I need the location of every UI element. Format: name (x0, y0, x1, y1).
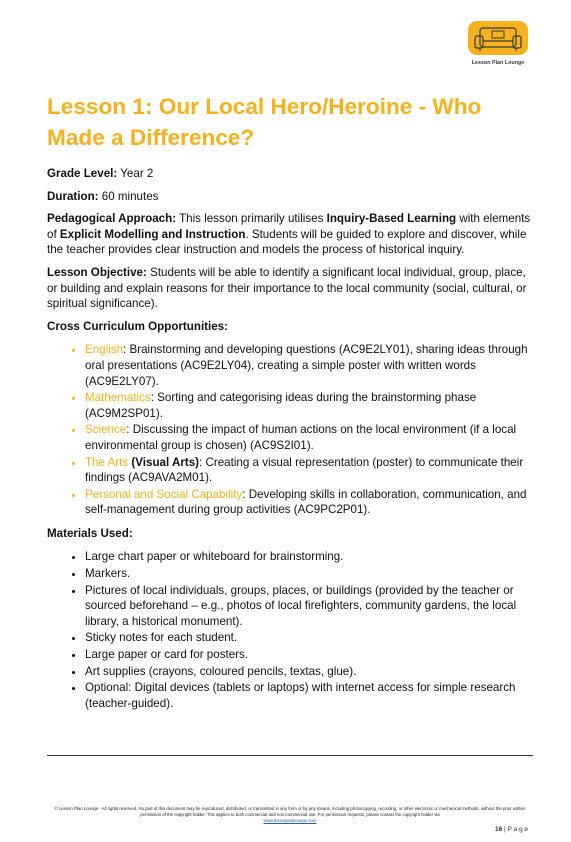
lesson-objective: Lesson Objective: Students will be able to identify a significant local individual, group, place, or building and explain reasons for their importance to the local community (social, cultural, or spiritual significance). (47, 265, 527, 311)
website-link[interactable]: www.lessonplanlounge.com (263, 818, 317, 824)
page-number: 16 | P a g e (494, 826, 528, 833)
cross-curriculum-list (47, 342, 531, 518)
copyright-text: © Lesson Plan Lounge - All rights reserved. No part of this document may be reproduced, distributed, or transmitted in any form or by any means, including photocopying, recording, or other electronic or mechanical methods, without the prior written permission of the copyright holder. This applies to both commercial and non-commercial use. For permission requests, please contact the copyright holder via (54, 806, 526, 818)
logo-text: Lesson Plan Lounge (471, 60, 525, 66)
materials-heading: Materials Used: (47, 526, 133, 540)
list-item: • Optional: Digital devices (tablets or laptops) with internet access for simple research (teacher-guided). (85, 680, 531, 711)
list-item: • Mathematics: Sorting and categorising ideas during the brainstorming phase (AC9M2SP01). (85, 390, 531, 421)
footer-divider (47, 755, 533, 756)
list-item: • Personal and Social Capability: Developing skills in collaboration, communication, and self-management during group activities (AC9PC2P01). (85, 487, 531, 518)
duration: Duration: 60 minutes (47, 189, 159, 203)
sofa-logo-icon (466, 19, 530, 59)
lesson-content (47, 166, 531, 719)
copyright-footer (47, 806, 533, 825)
list-item: • Art supplies (crayons, coloured pencils, textas, glue). (85, 664, 531, 680)
materials-list (47, 549, 531, 711)
list-item: • English: Brainstorming and developing questions (AC9E2LY01), sharing ideas through oral presentations (AC9E2LY04), creating a simple poster with written words (AC9E2LY07). (85, 342, 531, 389)
page-title: Lesson 1: Our Local Hero/Heroine - Who Made a Difference? (47, 94, 482, 150)
list-item: • Large chart paper or whiteboard for brainstorming. (85, 549, 531, 565)
list-item: • The Arts (Visual Arts): Creating a visual representation (poster) to communicate their findings (AC9AVA2M01). (85, 455, 531, 486)
cross-curriculum-heading: Cross Curriculum Opportunities: (47, 319, 229, 333)
list-item: • Large paper or card for posters. (85, 647, 531, 663)
list-item: • Sticky notes for each student. (85, 630, 531, 646)
list-item: • Markers. (85, 566, 531, 582)
list-item: • Science: Discussing the impact of human actions on the local environment (if a local environmental group is chosen) (AC9S2I01). (85, 422, 531, 453)
list-item: • Pictures of local individuals, groups, places, or buildings (provided by the teacher or sourced beforehand – e.g., photos of local firefighters, community gardens, the local library, a historical monument). (85, 583, 531, 630)
pedagogical-approach: Pedagogical Approach: This lesson primarily utilises Inquiry-Based Learning with elements of Explicit Modelling and Instruction. Students will be guided to explore and discover, while the teacher provides clear instruction and models the process of historical inquiry. (47, 212, 531, 257)
grade-level: Grade Level: Year 2 (47, 167, 154, 180)
brand-logo (466, 19, 530, 66)
